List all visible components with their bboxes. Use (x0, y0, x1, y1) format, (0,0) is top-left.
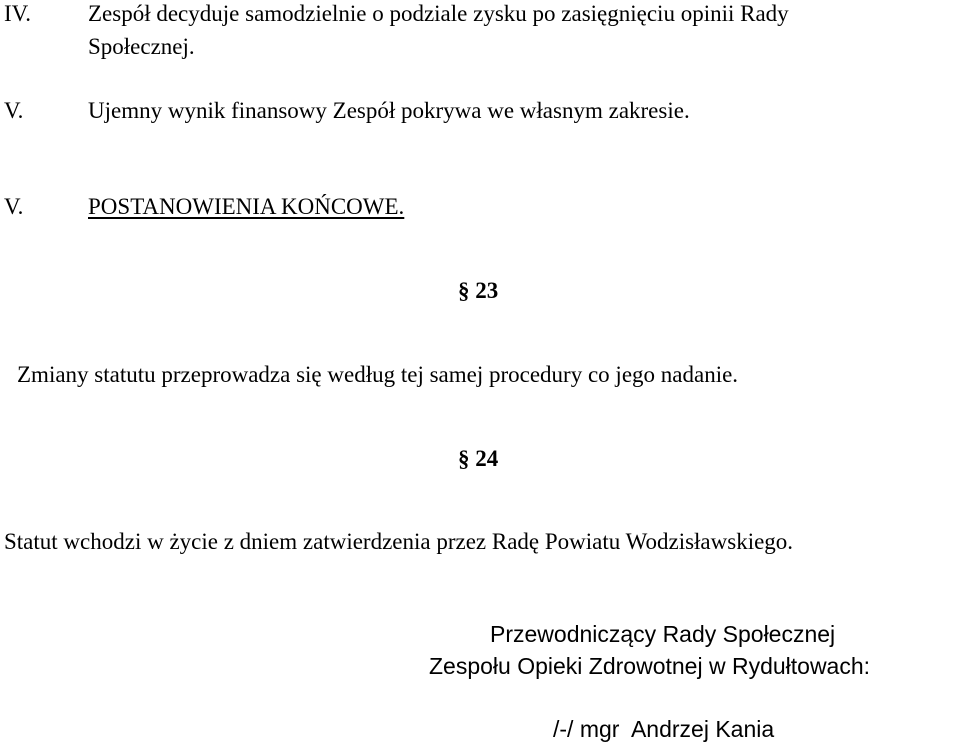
paragraph-23-text: Zmiany statutu przeprowadza się według tej samej procedury co jego nadanie. (17, 362, 739, 387)
signature-line1: Przewodniczący Rady Społecznej (490, 621, 836, 647)
section-sign-icon: § (458, 278, 470, 303)
list-marker-v: V. (4, 98, 24, 123)
signature-line2: Zespołu Opieki Zdrowotnej w Rydułtowach: (429, 653, 871, 679)
list-item-iv-line1: Zespół decyduje samodzielnie o podziale zysku po zasięgnięciu opinii Rady (88, 1, 789, 26)
section-heading-number: V. (4, 194, 24, 219)
section-heading-title: POSTANOWIENIA KOŃCOWE. (88, 194, 405, 219)
section-sign-icon: § (458, 446, 470, 471)
list-item-iv-line2: Społecznej. (88, 34, 195, 59)
paragraph-24-number: 24 (475, 446, 499, 471)
list-marker-iv: IV. (4, 1, 32, 26)
list-item-v-text: Ujemny wynik finansowy Zespół pokrywa we własnym zakresie. (88, 98, 690, 123)
paragraph-24-heading (458, 447, 498, 470)
paragraph-23-number: 23 (475, 278, 499, 303)
paragraph-24-text: Statut wchodzi w życie z dniem zatwierdzenia przez Radę Powiatu Wodzisławskiego. (4, 529, 794, 554)
signature-name: /-/ mgr Andrzej Kania (553, 716, 775, 742)
paragraph-23-heading (458, 279, 498, 302)
